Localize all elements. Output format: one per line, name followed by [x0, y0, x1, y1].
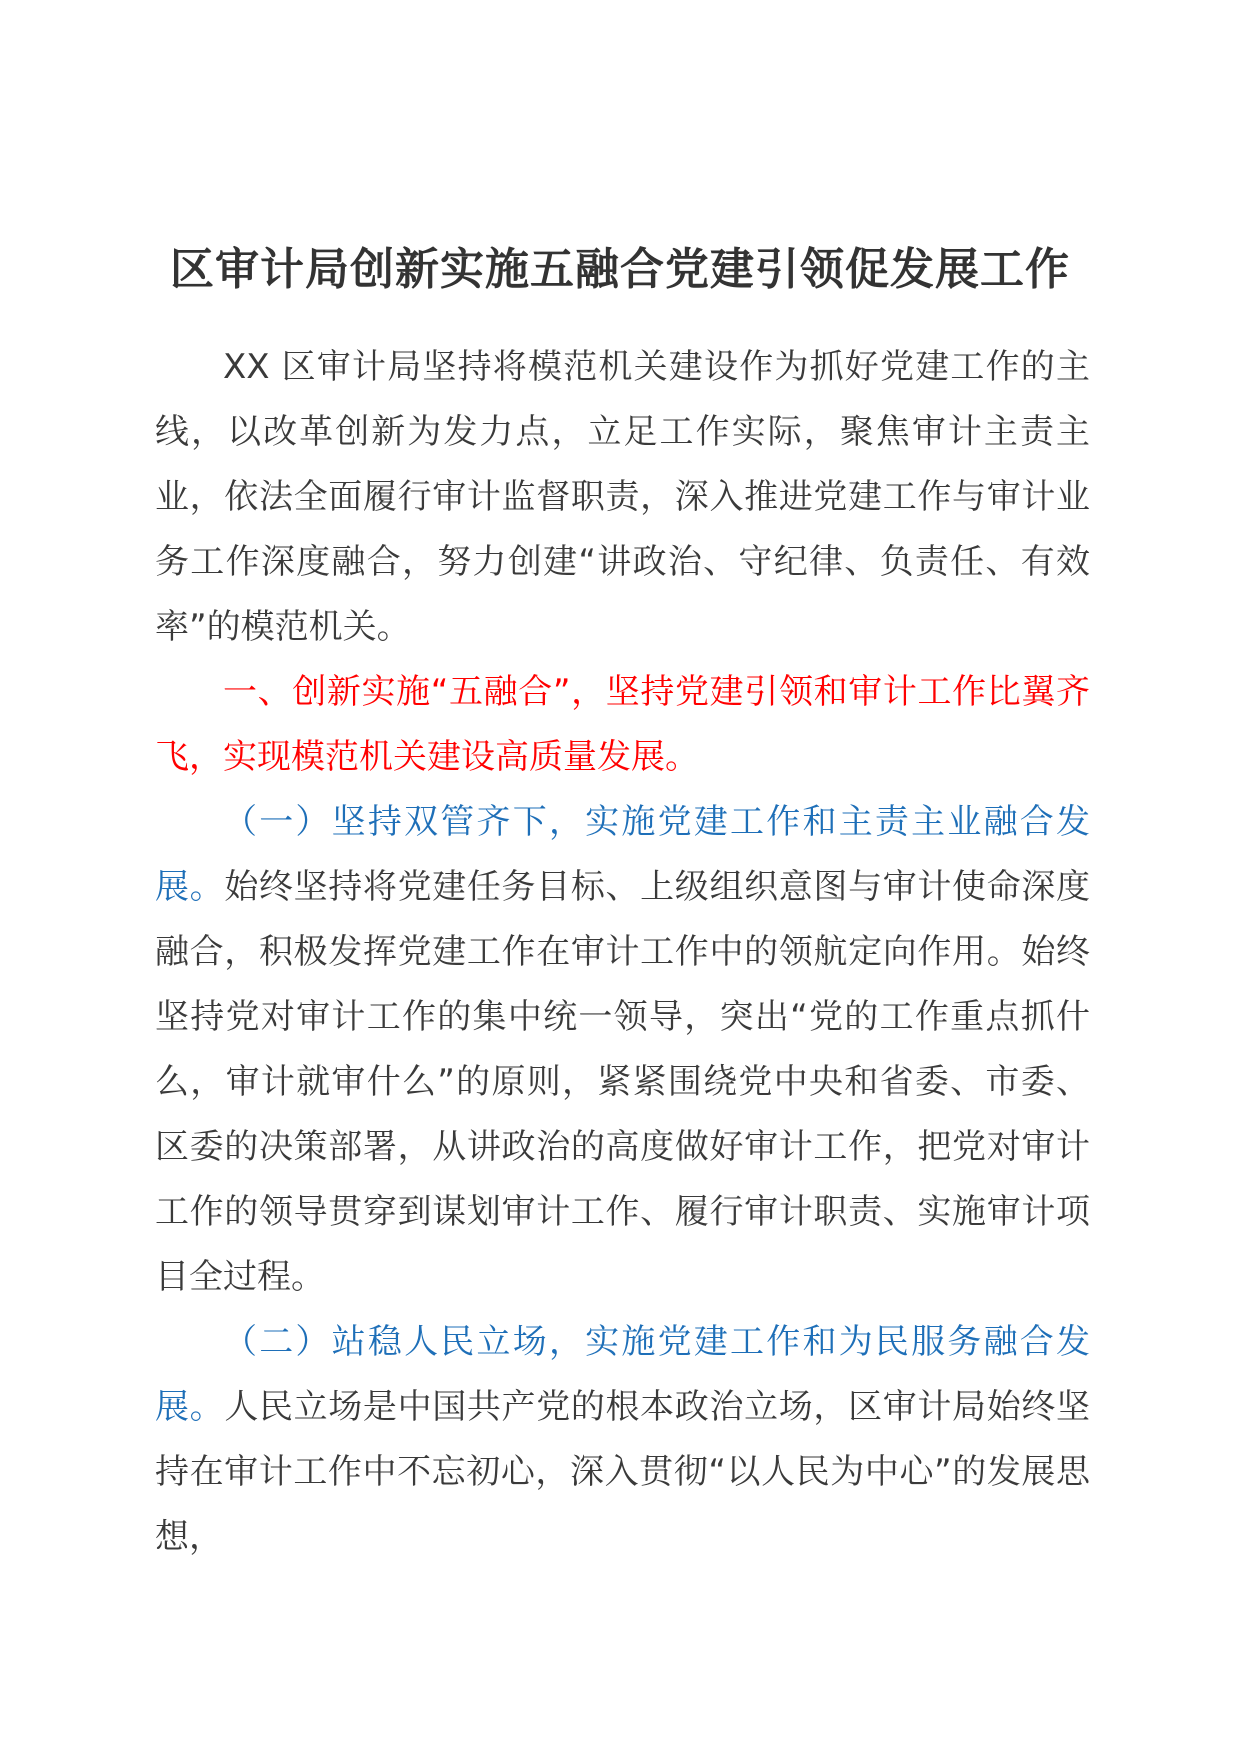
subsection-1-paragraph — [155, 790, 1090, 1310]
subsection-1-heading: （一）坚持双管齐下，实施党建工作和主责主业融合发展。 — [155, 802, 1090, 907]
document-title: 区审计局创新实施五融合党建引领促发展工作 — [170, 244, 1070, 295]
subsection-2-heading: （二）站稳人民立场，实施党建工作和为民服务融合发展。 — [155, 1322, 1090, 1427]
document-body — [155, 335, 1090, 1570]
intro-paragraph: XX 区审计局坚持将模范机关建设作为抓好党建工作的主线，以改革创新为发力点，立足工作实际，聚焦审计主责主业，依法全面履行审计监督职责，深入推进党建工作与审计业务工作深度融合，努力创建“讲政治、守纪律、负责任、有效率”的模范机关。 — [155, 347, 1090, 647]
subsection-2-body: 人民立场是中国共产党的根本政治立场，区审计局始终坚持在审计工作中不忘初心，深入贯彻“以人民为中心”的发展思想， — [155, 1387, 1091, 1557]
subsection-1-body: 始终坚持将党建任务目标、上级组织意图与审计使命深度融合，积极发挥党建工作在审计工作中的领航定向作用。始终坚持党对审计工作的集中统一领导，突出“党的工作重点抓什么，审计就审什么”的原则，紧紧围绕党中央和省委、市委、区委的决策部署，从讲政治的高度做好审计工作，把党对审计工作的领导贯穿到谋划审计工作、履行审计职责、实施审计项目全过程。 — [155, 867, 1091, 1297]
section-1-heading: 一、创新实施“五融合”，坚持党建引领和审计工作比翼齐飞，实现模范机关建设高质量发展。 — [155, 672, 1090, 777]
subsection-2-paragraph — [155, 1310, 1090, 1570]
